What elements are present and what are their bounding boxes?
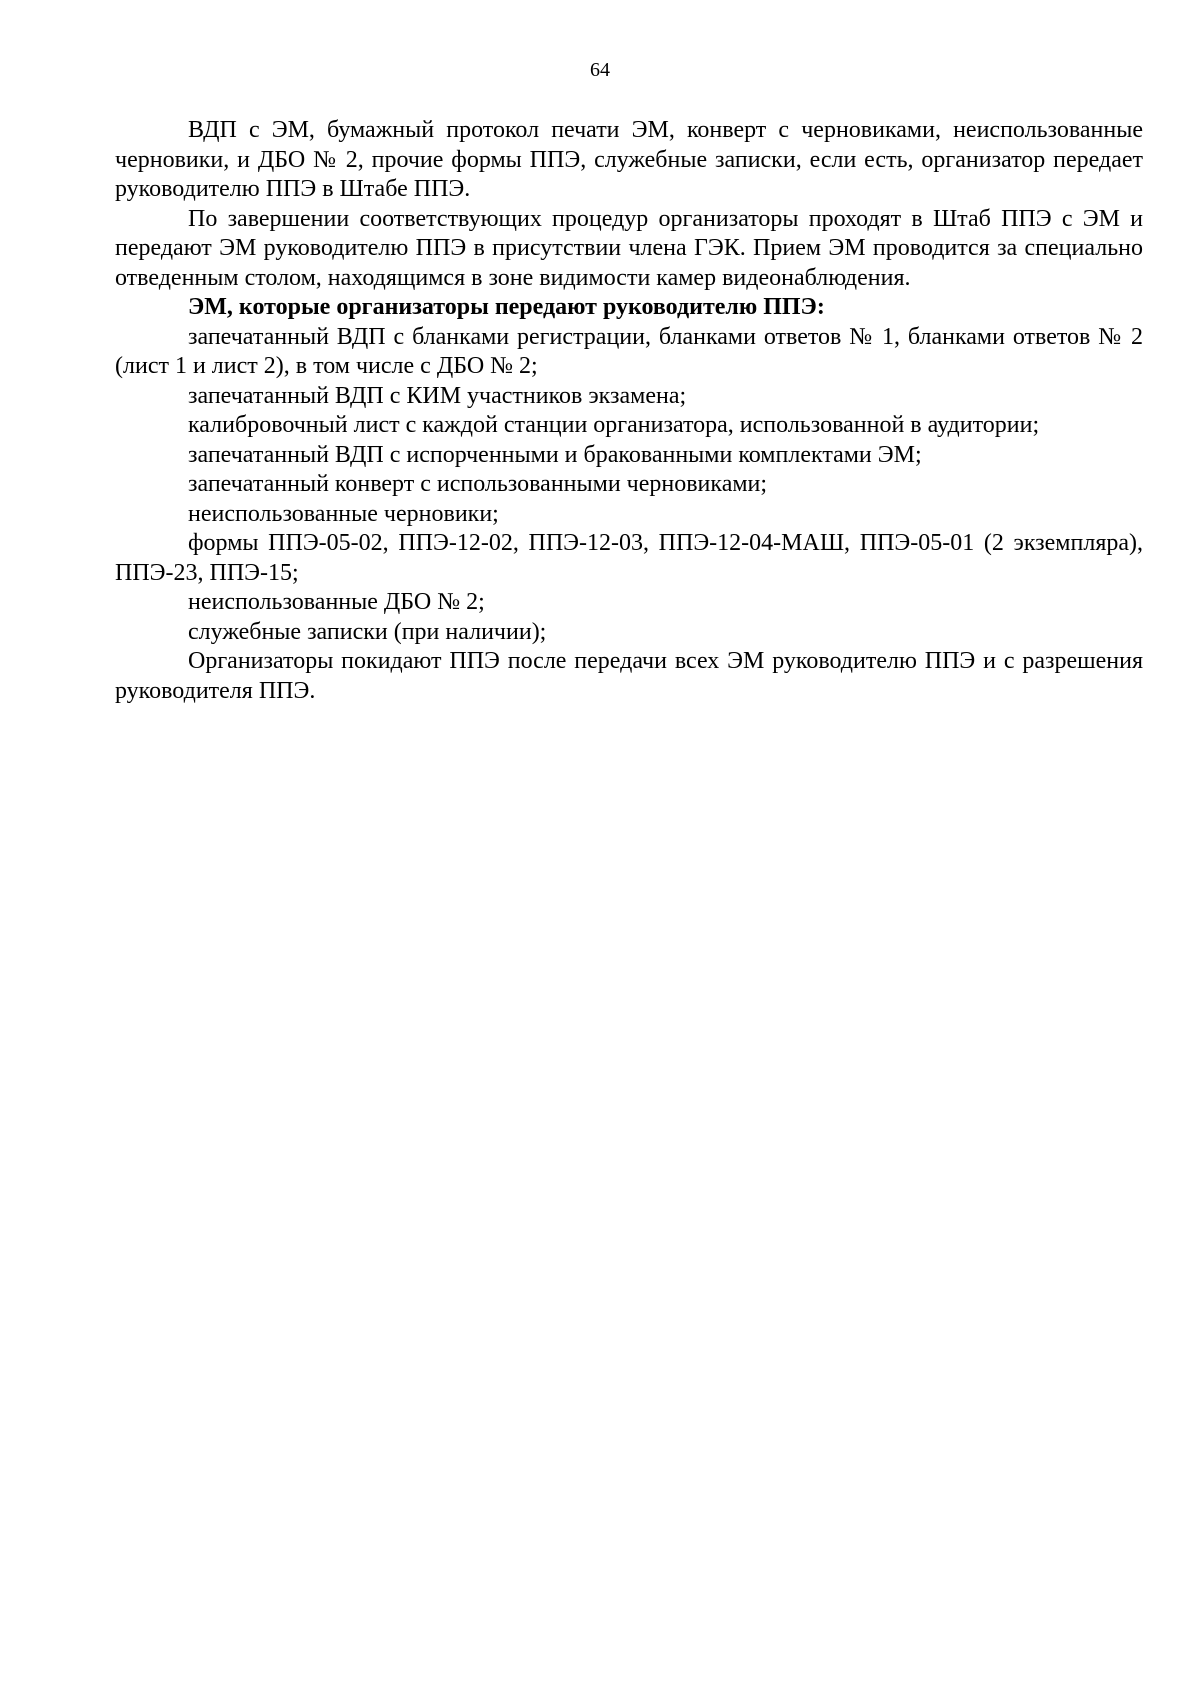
list-item: неиспользованные черновики; xyxy=(188,500,499,527)
list-heading: ЭМ, которые организаторы передают руководителю ППЭ: xyxy=(188,294,825,320)
list-item: запечатанный ВДП с испорченными и бракованными комплектами ЭМ; xyxy=(188,441,922,468)
list-item: служебные записки (при наличии); xyxy=(188,618,547,645)
list-item: формы ППЭ-05-02, ППЭ-12-02, ППЭ-12-03, ППЭ-12-04-МАШ, ППЭ-05-01 (2 экземпляра), ППЭ-23, ППЭ-15; xyxy=(115,530,1143,586)
paragraph-materials-transfer: ВДП с ЭМ, бумажный протокол печати ЭМ, конверт с черновиками, неиспользованные черновики, и ДБО № 2, прочие формы ППЭ, служебные записки, если есть, организатор передает руководителю ППЭ в Штабе ППЭ. xyxy=(115,117,1143,202)
list-item: запечатанный ВДП с бланками регистрации, бланками ответов № 1, бланками ответов № 2 (лист 1 и лист 2), в том числе с ДБО № 2; xyxy=(115,323,1143,379)
list-item: неиспользованные ДБО № 2; xyxy=(188,589,485,615)
list-item: запечатанный ВДП с КИМ участников экзамена; xyxy=(188,382,687,409)
document-body xyxy=(115,116,1143,706)
list-item: запечатанный конверт с использованными черновиками; xyxy=(188,471,768,497)
page-number: 64 xyxy=(590,59,610,81)
paragraph-closing: Организаторы покидают ППЭ после передачи всех ЭМ руководителю ППЭ и с разрешения руководителя ППЭ. xyxy=(115,648,1143,704)
list-item: калибровочный лист с каждой станции организатора, использованной в аудитории; xyxy=(188,412,1040,438)
paragraph-headquarters-procedure: По завершении соответствующих процедур организаторы проходят в Штаб ППЭ с ЭМ и передают ЭМ руководителю ППЭ в присутствии члена ГЭК. Прием ЭМ проводится за специально отведенным столом, находящимся в зоне видимости камер видеонаблюдения. xyxy=(115,205,1143,291)
